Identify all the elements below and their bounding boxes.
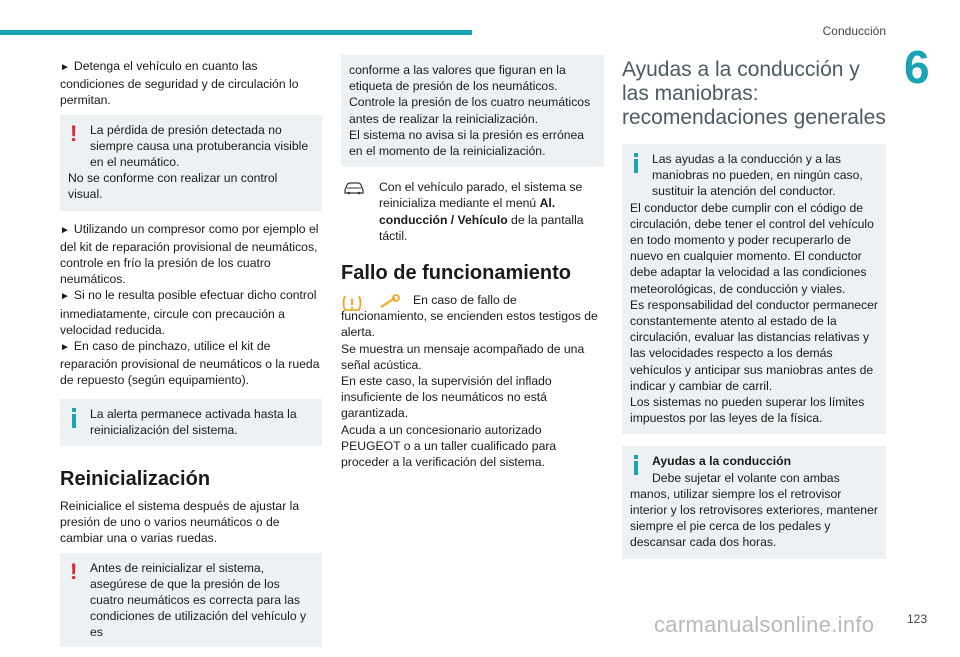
info-text: Debe sujetar el volante con ambas manos, utilizar siempre los el retrovisor interior y los retrovisores exteriores, mantener siempre el pie cerca de los pedales y descansar cada dos horas.	[630, 470, 878, 550]
warning-exclamation-icon: !	[70, 120, 78, 146]
heading-reinicializacion: Reinicialización	[60, 468, 211, 491]
box-text: El sistema no avisa si la presión es errónea en el momento de la reinicialización.	[349, 127, 585, 159]
paragraph: En este caso, la supervisión del inflado insuficiente de los neumáticos no está garantizada.	[341, 374, 552, 421]
info-text: Las ayudas a la conducción y a las maniobras no pueden, en ningún caso, sustituir la atención del conductor.	[652, 152, 863, 199]
info-text: Los sistemas no pueden superar los límites impuestos por las leyes de la física.	[630, 395, 865, 426]
arrow-bullet-icon: ►	[60, 224, 70, 236]
box-text: Controle la presión de los cuatro neumáticos antes de realizar la reinicialización.	[349, 95, 591, 126]
info-box	[622, 144, 886, 434]
continued-box	[341, 55, 604, 167]
reset-instruction: Con el vehículo parado, el sistema se reinicializa mediante el menú Al. conducción / Vehículo de la pantalla táctil.	[341, 179, 604, 244]
box-text: conforme a las valores que figuran en la etiqueta de presión de los neumáticos.	[349, 63, 566, 94]
column-3	[622, 58, 886, 569]
chapter-number: 6	[904, 41, 930, 93]
info-icon	[634, 153, 638, 157]
paragraph: Acuda a un concesionario autorizado PEUGEOT o a un taller cualificado para proceder a la verificación del sistema.	[341, 422, 557, 470]
fault-section	[341, 292, 604, 470]
arrow-bullet-icon: ►	[60, 342, 70, 354]
heading-ayudas: Ayudas a la conducción y las maniobras: recomendaciones generales	[622, 58, 886, 129]
info-box	[622, 446, 886, 558]
paragraph: En caso de fallo de funcionamiento, se encienden estos testigos de alerta.	[341, 293, 598, 340]
header-accent-bar	[0, 30, 472, 35]
warning-exclamation-icon: !	[70, 558, 78, 584]
paragraph: Reinicialice el sistema después de ajustar la presión de uno o varios neumáticos o de cambiar una o varias ruedas.	[60, 499, 300, 546]
heading-fallo: Fallo de funcionamiento	[341, 262, 572, 285]
warning-box	[60, 115, 322, 211]
warning-text: Antes de reinicializar el sistema, asegúrese de que la presión de los cuatro neumáticos es correcta para las condiciones de utilización del vehículo y es	[90, 560, 307, 640]
column-1	[60, 58, 322, 657]
info-icon	[634, 455, 638, 459]
page-number: 123	[906, 612, 927, 626]
info-title: Ayudas a la conducción	[652, 454, 792, 469]
paragraph: ► Utilizando un compresor como por ejemplo el del kit de reparación provisional de neumáticos, controle en frío la presión de los cuatro neumáticos.	[60, 221, 319, 287]
info-box	[60, 399, 322, 446]
section-title: Conducción	[822, 24, 886, 38]
paragraph: Se muestra un mensaje acompañado de una señal acústica.	[341, 341, 585, 372]
tyre-pressure-warning-icon	[341, 294, 403, 312]
info-text: Es responsabilidad del conductor permanecer constantemente atento al estado de la circulación, evaluar las distancias relativas y las velocidades respecto a los demás vehículos y anticipar sus maniobras antes de indicar y cambiar de carril.	[630, 297, 878, 393]
car-icon	[343, 181, 365, 195]
paragraph: ► Si no le resulta posible efectuar dicho control inmediatamente, circule con precaución a velocidad reducida.	[60, 288, 317, 337]
paragraph: ► En caso de pinchazo, utilice el kit de reparación provisional de neumáticos o la rueda de repuesto (según equipamiento).	[60, 339, 320, 388]
column-2	[341, 55, 604, 470]
service-wrench-icon	[381, 295, 399, 307]
warning-text: No se conforme con realizar un control visual.	[68, 171, 278, 202]
paragraph: ► Detenga el vehículo en cuanto las condiciones de seguridad y de circulación lo permitan.	[60, 59, 299, 108]
arrow-bullet-icon: ►	[60, 62, 70, 73]
info-icon	[72, 408, 76, 412]
warning-box	[60, 553, 322, 647]
info-text: La alerta permanece activada hasta la reinicialización del sistema.	[90, 406, 297, 437]
warning-text: La pérdida de presión detectada no siempre causa una protuberancia visible en el neumático.	[90, 122, 309, 170]
watermark: carmanualsonline.info	[654, 612, 875, 637]
arrow-bullet-icon: ►	[60, 291, 70, 303]
info-text: El conductor debe cumplir con el código de circulación, debe tener el control del vehículo en todo momento y poder recuperarlo de nuevo en cualquier momento. El conductor debe adaptar la velocidad a las condiciones meteorológicas, de conducción y viales.	[630, 200, 874, 296]
